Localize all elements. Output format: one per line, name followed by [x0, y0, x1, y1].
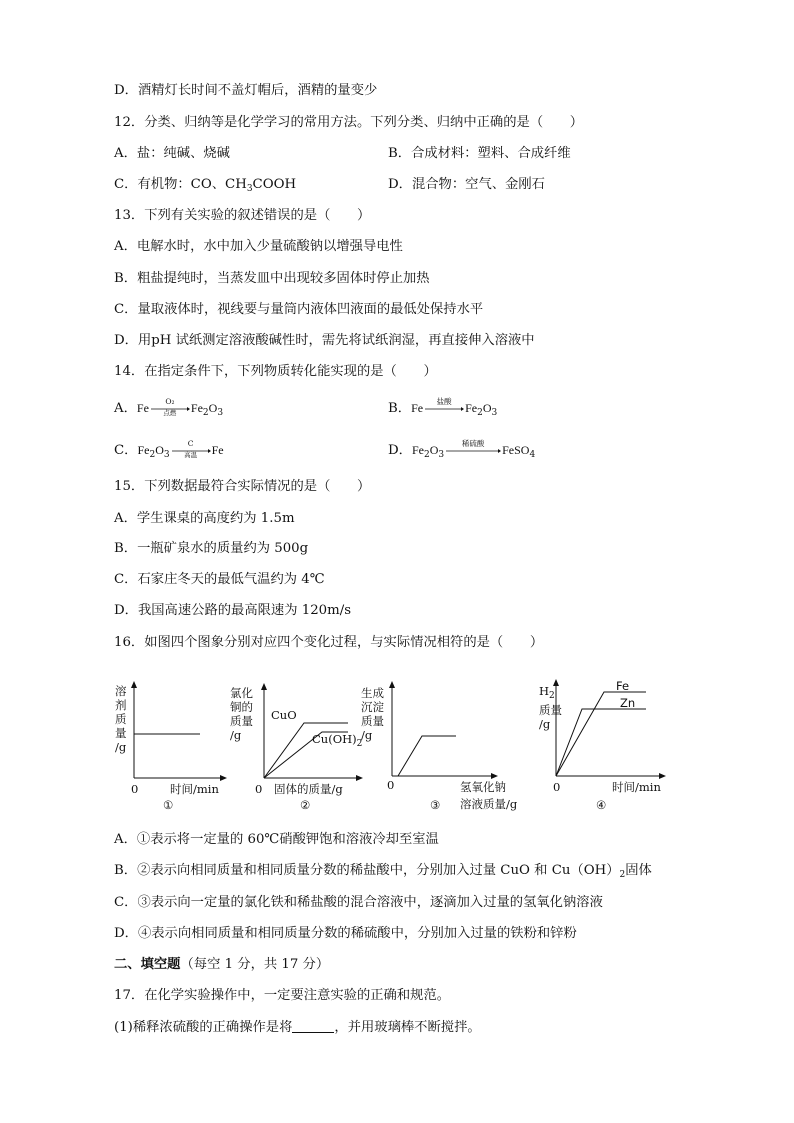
graph-3-number: ③: [430, 798, 441, 812]
q15-stem: 15．下列数据最符合实际情况的是（ ）: [114, 479, 371, 494]
q12-option-d: D．混合物：空气、金刚石: [388, 177, 545, 192]
q15-option-a: A．学生课桌的高度约为 1.5m: [114, 511, 295, 526]
graph-2-origin: 0: [255, 782, 263, 796]
q14-stem: 14．在指定条件下，下列物质转化能实现的是（ ）: [114, 364, 437, 379]
q13-stem: 13．下列有关实验的叙述错误的是（ ）: [114, 208, 371, 223]
q15-option-c: C．石家庄冬天的最低气温约为 4℃: [114, 572, 325, 587]
q16-option-c: C．③表示向一定量的氯化铁和稀盐酸的混合溶液中，逐滴加入过量的氢氧化钠溶液: [114, 895, 603, 910]
q11-option-d: D．酒精灯长时间不盖灯帽后，酒精的量变少: [114, 83, 378, 98]
graph-2-xlabel: 固体的质量/g: [274, 782, 343, 796]
q15-option-b: B．一瓶矿泉水的质量约为 500g: [114, 541, 309, 556]
q16-option-b: B．②表示向相同质量和相同质量分数的稀盐酸中，分别加入过量 CuO 和 $Cu(OH)_2$固体: [114, 863, 652, 880]
graph-2-ylabel: 氯化 铜的 质量 /g: [230, 686, 253, 742]
answer-blank[interactable]: [292, 1019, 334, 1033]
section-2-heading: 二、填空题（每空 1 分，共 17 分）: [114, 957, 330, 972]
graph-4-origin: 0: [553, 780, 561, 794]
graph-1-ylabel: 溶 剂 质 量 /g: [115, 684, 127, 754]
q13-option-c: C．量取液体时，视线要与量筒内液体凹液面的最低处保持水平: [114, 302, 484, 317]
graph-1-number: ①: [163, 798, 174, 812]
reaction-arrow: 盐酸: [424, 400, 464, 418]
q15-option-d: D．我国高速公路的最高限速为 120m/s: [114, 603, 352, 618]
graph-3-origin: 0: [387, 778, 395, 792]
graph-3-ylabel: 生成 沉淀 质量 /g: [361, 686, 384, 742]
graph-3: [358, 680, 528, 820]
graph-1-origin: 0: [131, 782, 139, 796]
graph-2: [228, 680, 368, 820]
q14-option-c: C．$Fe_2O_3$ C 高温 Fe: [114, 438, 224, 460]
graph-1-xlabel: 时间/min: [170, 782, 219, 796]
graph-4-zn-line: [556, 709, 646, 776]
graph-2-cuo-label: CuO: [271, 708, 297, 722]
graph-4-ylabel: $H_2$ 质量 /g: [539, 684, 562, 731]
q13-option-b: B．粗盐提纯时，当蒸发皿中出现较多固体时停止加热: [114, 271, 430, 286]
graph-4-number: ④: [596, 798, 607, 812]
q16-option-d: D．④表示向相同质量和相同质量分数的稀硫酸中，分别加入过量的铁粉和锌粉: [114, 926, 577, 941]
graph-3-xlabel-1: 氢氧化钠: [460, 780, 506, 794]
graph-4-xlabel: 时间/min: [612, 780, 661, 794]
graph-1: [112, 680, 232, 820]
reaction-arrow: 稀硫酸: [445, 442, 501, 460]
q14-option-b: B．Fe 盐酸 $Fe_2O_3$: [388, 396, 498, 418]
q12-option-c: C．有机物：CO、$CH_3COOH$: [114, 177, 297, 194]
reaction-arrow: C 高温: [171, 442, 211, 460]
q16-stem: 16．如图四个图象分别对应四个变化过程，与实际情况相符的是（ ）: [114, 635, 544, 650]
q12-stem: 12．分类、归纳等是化学学习的常用方法。下列分类、归纳中正确的是（ ）: [114, 115, 584, 130]
q13-option-a: A．电解水时，水中加入少量硫酸钠以增强导电性: [114, 239, 403, 254]
graph-4-zn-label: Zn: [620, 696, 636, 710]
graph-1-axes: [112, 680, 232, 790]
reaction-arrow: O₂ 点燃: [150, 400, 190, 418]
q14-option-a: A．Fe O₂ 点燃 $Fe_2O_3$: [114, 396, 224, 418]
graph-4-fe-label: Fe: [616, 679, 630, 693]
q14-option-d: D．$Fe_2O_3$ 稀硫酸 FeSO$_4$: [388, 438, 536, 460]
graph-2-number: ②: [300, 798, 311, 812]
graph-3-line: [398, 736, 456, 776]
q13-option-d: D．用pH 试纸测定溶液酸碱性时，需先将试纸润湿，再直接伸入溶液中: [114, 333, 535, 348]
graph-2-cuoh2-label: $Cu(OH)_2$: [312, 732, 363, 749]
q17-sub1: (1)稀释浓硫酸的正确操作是将 ，并用玻璃棒不断搅拌。: [114, 1020, 481, 1035]
q16-option-a: A．①表示将一定量的 60℃硝酸钾饱和溶液冷却至室温: [114, 832, 439, 847]
q17-stem: 17．在化学实验操作中，一定要注意实验的正确和规范。: [114, 988, 451, 1003]
graph-4: [536, 676, 676, 820]
q12-option-b: B．合成材料：塑料、合成纤维: [388, 146, 571, 161]
graph-3-xlabel-2: 溶液质量/g: [460, 797, 518, 811]
q12-option-a: A．盐：纯碱、烧碱: [114, 146, 230, 161]
